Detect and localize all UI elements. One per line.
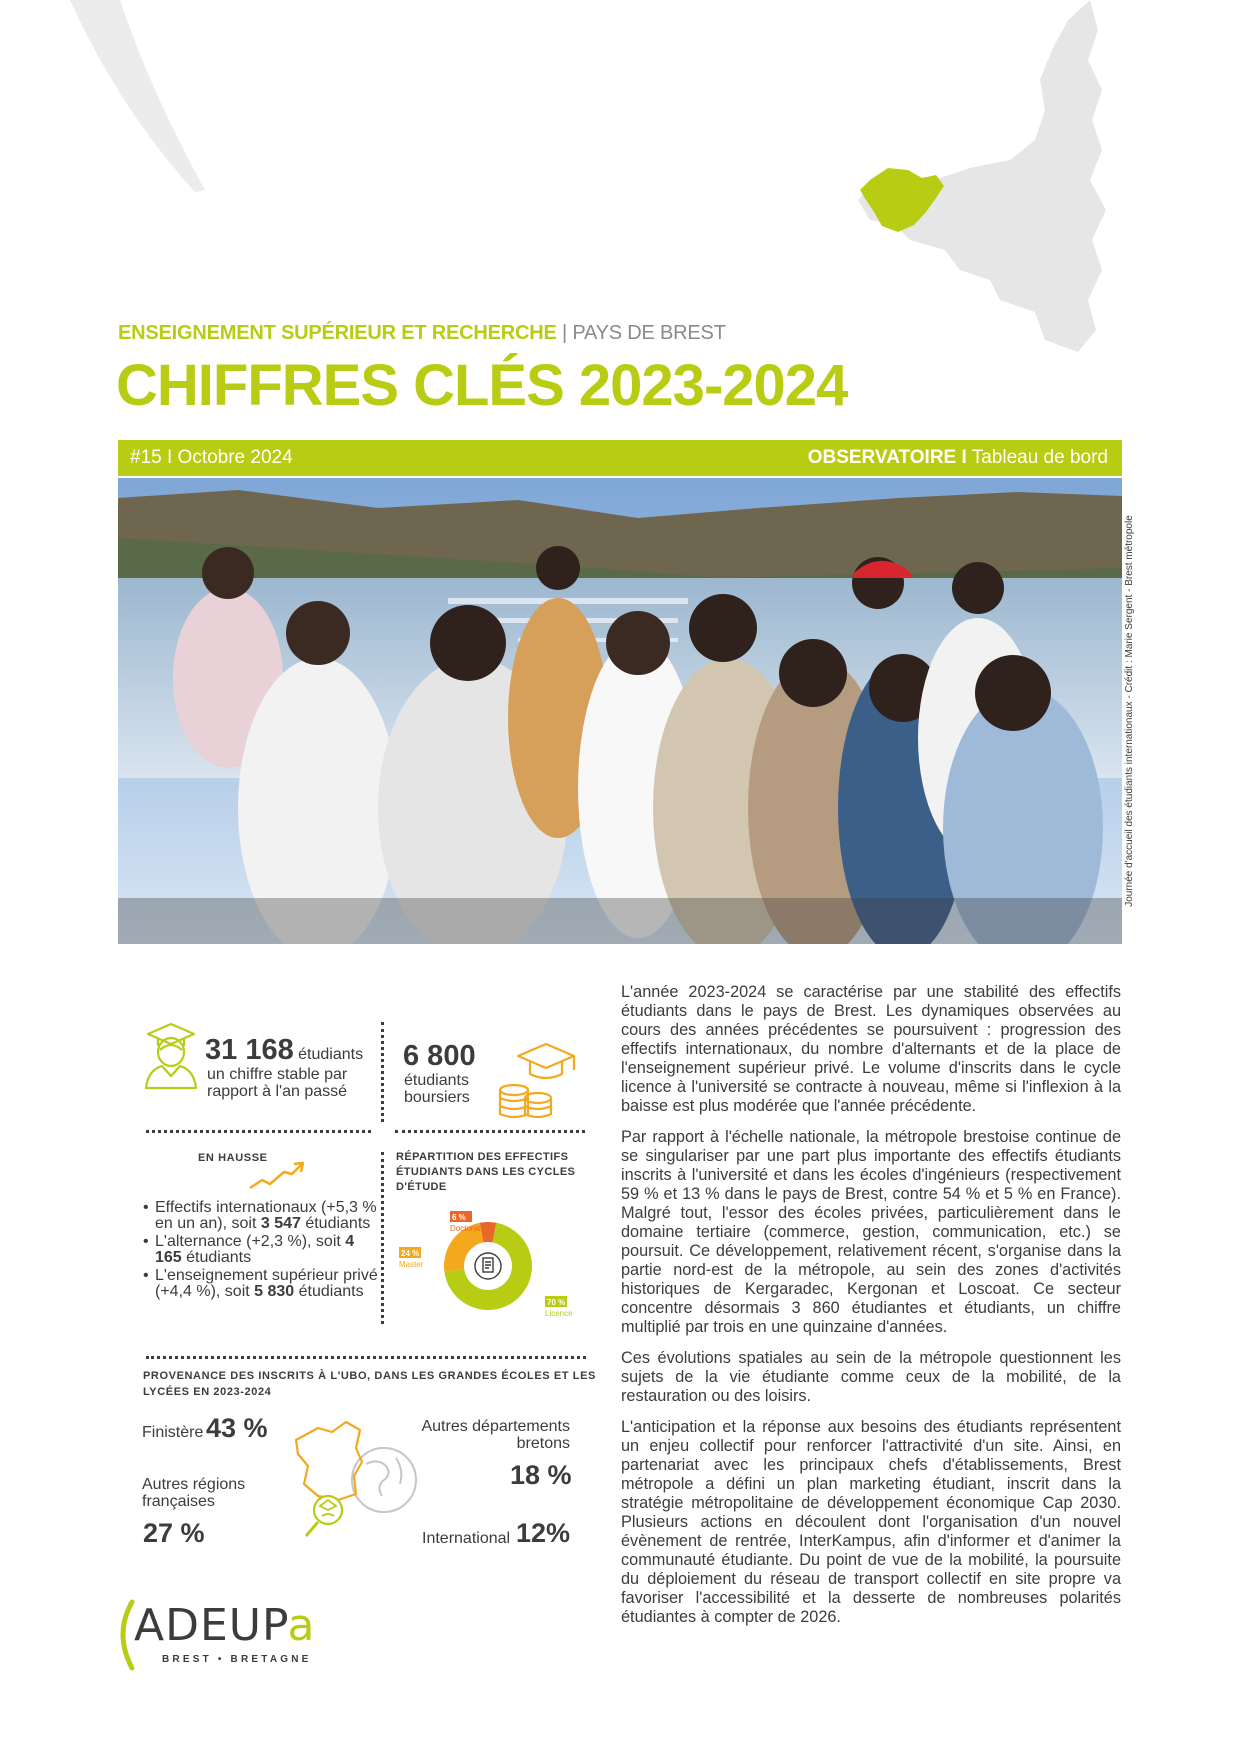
brittany-map-icon [840, 0, 1120, 360]
donut-label-category: Master [399, 1260, 424, 1269]
divider-vertical [381, 1152, 384, 1324]
item-suffix: étudiants [181, 1249, 252, 1266]
item-text: L'alternance (+2,3 %), soit [155, 1233, 346, 1250]
international-label: International [422, 1530, 511, 1547]
photo-credit: Journée d'accueil des étudiants internationaux - Crédit : Marie Sergent - Brest métropole [1124, 515, 1135, 907]
adeupa-logo [110, 1598, 330, 1672]
logo-tagline: BREST • BRETAGNE [162, 1654, 312, 1665]
bretons-label: Autres départements bretons [421, 1418, 570, 1452]
item-text: Effectifs internationaux (+5,3 % en un an), soit [155, 1199, 377, 1232]
divider-vertical [381, 1022, 384, 1122]
logo-main: ADEUP [134, 1600, 288, 1651]
item-value: 4 165 [155, 1233, 355, 1266]
item-value: 3 547 [260, 1215, 301, 1232]
regions-label: Autres régions françaises [142, 1476, 246, 1510]
body-text [621, 983, 1121, 1639]
students-number-value: 31 168 [205, 1034, 294, 1066]
france-globe-icon [288, 1414, 428, 1544]
divider-horizontal [146, 1356, 586, 1359]
students-count [205, 1034, 363, 1067]
donut-label-value: 24 % [401, 1249, 420, 1258]
item-text: L'enseignement supérieur privé (+4,4 %), soit [155, 1267, 378, 1300]
donut-label-category: Doctorat [450, 1224, 481, 1233]
students-unit: étudiants [293, 1046, 364, 1063]
list-item [143, 1268, 378, 1300]
kicker-area: PAYS DE BREST [572, 322, 726, 344]
finistere-label: Finistère [142, 1424, 204, 1441]
paragraph: Par rapport à l'échelle nationale, la métropole brestoise continue de se singulariser par une part plus importante des effectifs étudiants inscrits à l'université et dans les écoles d'ingénieurs (respectivement 59 % et 13 % dans le pays de Brest, contre 54 % et 5 % en France). Malgré tout, l'essor des écoles privées, particulièrement dans le domaine tertiaire (commerce, gestion, communication, etc.) se poursuit. Ce développement, relativement récent, s'organise dans la partie nord-est de la métropole, au sein des zones d'activités historiques de Kergaradec, Kergonan et Loscoat. Ce secteur concentre désormais 3 860 étudiantes et étudiants, un chiffre multiplié par trois en une quinzaine d'années. [621, 1128, 1121, 1336]
grad-cap-coins-icon [488, 1040, 588, 1120]
logo-bracket [110, 1598, 136, 1672]
list-item [143, 1234, 378, 1266]
item-suffix: étudiants [300, 1215, 371, 1232]
observatoire-label [808, 447, 1108, 469]
scholarship-count: 6 800 [403, 1040, 476, 1072]
header-band [118, 440, 1122, 476]
international-value: 12% [516, 1518, 571, 1548]
finistere-value: 43 % [206, 1413, 268, 1443]
logo-accent: a [287, 1600, 316, 1651]
divider-horizontal [146, 1130, 371, 1133]
provenance-title: PROVENANCE DES INSCRITS À L'UBO, DANS LES GRANDES ÉCOLES ET LES LYCÉES EN 2023-2024 [143, 1370, 596, 1398]
donut-label-value: 70 % [547, 1298, 566, 1307]
students-description: un chiffre stable par rapport à l'an passé [207, 1066, 348, 1100]
diploma-icon [475, 1253, 501, 1279]
trend-up-icon [248, 1160, 306, 1192]
item-value: 5 830 [254, 1283, 295, 1300]
student-graduate-icon [140, 1020, 202, 1090]
list-item [143, 1200, 378, 1232]
page-kicker [118, 322, 726, 345]
donut-label-value: 6 % [452, 1213, 466, 1222]
bretons-value: 18 % [510, 1460, 572, 1490]
cycle-donut-chart [395, 1200, 595, 1330]
donut-label-category: Licence [545, 1309, 573, 1318]
en-hausse-list [143, 1200, 378, 1302]
kicker-topic: ENSEIGNEMENT SUPÉRIEUR ET RECHERCHE [118, 322, 557, 344]
paragraph: L'année 2023-2024 se caractérise par une stabilité des effectifs étudiants dans le pays de Brest. Les dynamiques observées au cours des années précédentes se poursuivent : progression des effectifs internationaux, du nombre d'alternants et de la place de l'enseignement supérieur privé. Le volume d'inscrits dans le cycle licence à l'université se contracte à nouveau, même si l'inflexion à la baisse est plus modérée que l'année précédente. [621, 983, 1121, 1115]
logo-wordmark [134, 1600, 316, 1651]
page-title: CHIFFRES CLÉS 2023-2024 [116, 353, 848, 418]
kicker-separator: | [556, 322, 573, 344]
en-hausse-title: EN HAUSSE [198, 1152, 268, 1164]
scholarship-description: étudiants boursiers [404, 1072, 470, 1106]
item-suffix: étudiants [294, 1283, 364, 1300]
decorative-swoosh [0, 0, 230, 200]
divider-horizontal [395, 1130, 585, 1133]
dashboard-label: Tableau de bord [966, 447, 1108, 468]
paragraph: Ces évolutions spatiales au sein de la métropole questionnent les sujets de la vie étudiante comme ceux de la mobilité, de la restauration ou des loisirs. [621, 1349, 1121, 1405]
issue-label: #15 I Octobre 2024 [130, 447, 293, 468]
observatoire-strong: OBSERVATOIRE I [807, 447, 967, 468]
regions-value: 27 % [143, 1518, 205, 1548]
group-photo [118, 478, 1122, 944]
repartition-title: RÉPARTITION DES EFFECTIFS ÉTUDIANTS DANS LES CYCLES D'ÉTUDE [396, 1151, 576, 1193]
paragraph: L'anticipation et la réponse aux besoins des étudiants représentent un enjeu collectif pour renforcer l'attractivité d'un site. Ainsi, en partenariat avec les principaux chefs d'établissements, Brest métropole a défini un plan marketing étudiant, inscrit dans la stratégie métropolitaine de développement économique Cap 2030. Plusieurs actions en découlent dont l'organisation d'un nouvel évènement de rentrée, InterKampus, afin d'informer et d'animer la communauté étudiante. Du point de vue de la mobilité, la poursuite du déploiement du réseau de transport collectif en site propre va favoriser l'accessibilité et la desserte de nombreuses polarités étudiantes à compter de 2026. [621, 1418, 1121, 1626]
